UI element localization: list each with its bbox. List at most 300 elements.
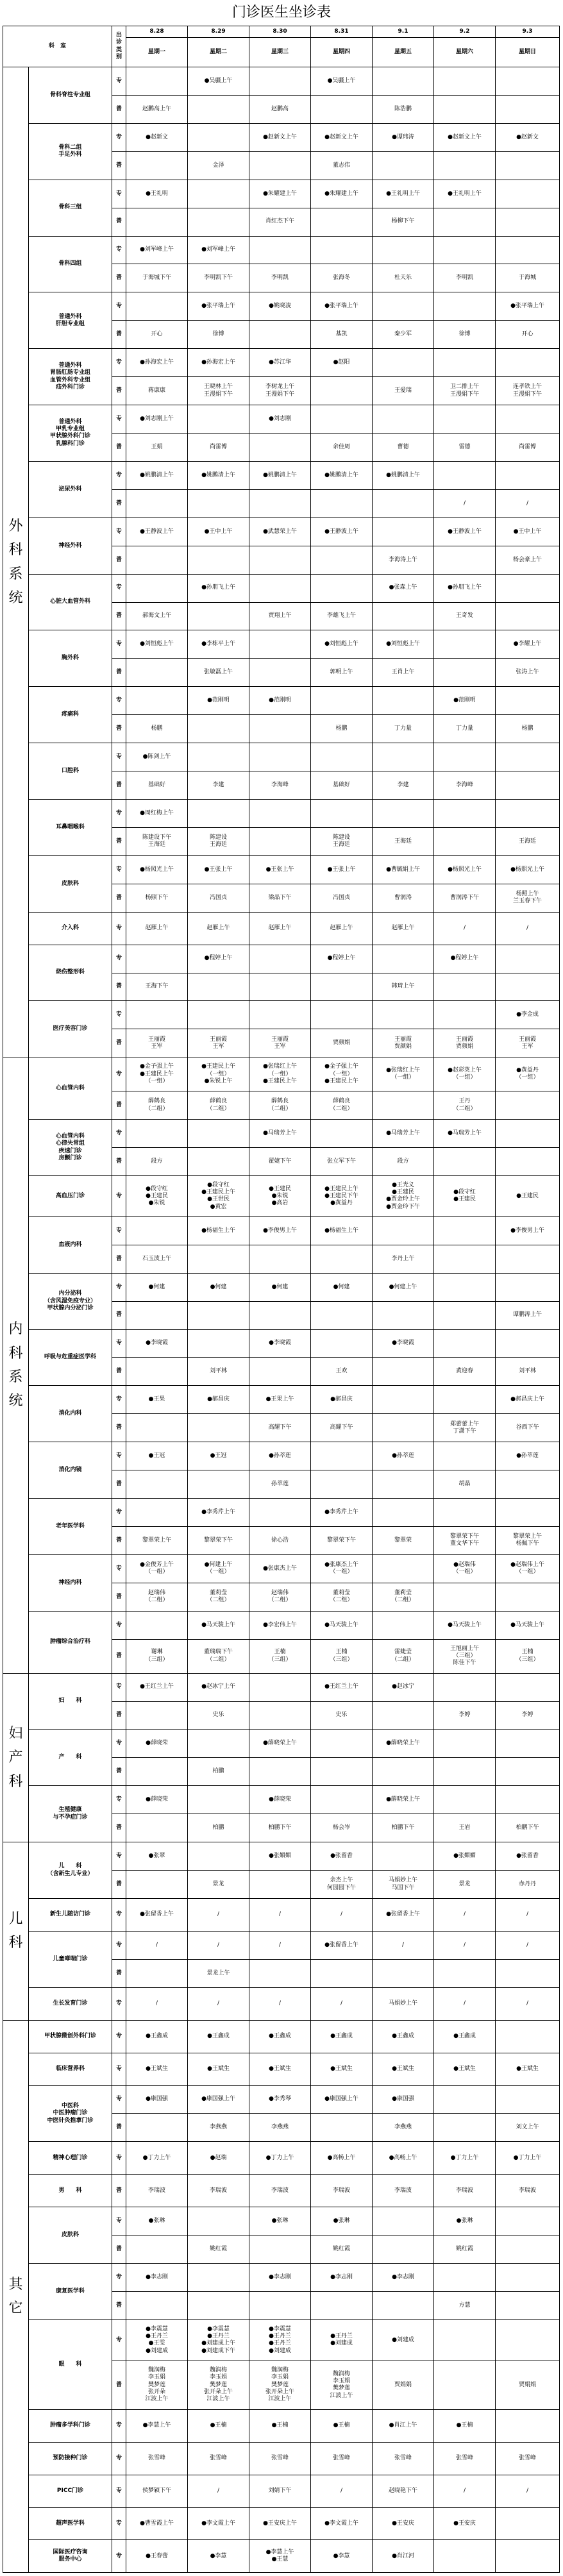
schedule-row xyxy=(3,630,560,659)
schedule-cell xyxy=(496,973,560,1001)
schedule-cell xyxy=(188,1301,249,1329)
schedule-cell xyxy=(126,1871,188,1899)
schedule-cell: 魏润梅 李玉娟 樊梦莲 江波上午 xyxy=(311,2361,373,2409)
schedule-cell xyxy=(434,2264,496,2292)
schedule-row xyxy=(3,1842,560,1871)
department-name: 临床营养科 xyxy=(29,2053,112,2085)
schedule-row xyxy=(3,1786,560,1814)
schedule-cell: ●孙海宏上午 xyxy=(126,349,188,377)
schedule-cell: 尚雷博 xyxy=(496,433,560,461)
schedule-cell: ●王鑫成 xyxy=(188,2020,249,2053)
session-type: 专 xyxy=(112,855,126,884)
schedule-row xyxy=(3,461,560,489)
schedule-cell: 薛鹤良 （二组） xyxy=(249,1091,311,1120)
schedule-cell: ●王斌生 xyxy=(373,2053,434,2085)
department-name: 心血管内科 xyxy=(29,1057,112,1120)
schedule-cell: 薛鹤良 （二组） xyxy=(188,1091,249,1120)
session-type: 普 xyxy=(112,1148,126,1176)
schedule-cell: ●马瑞芳上午 xyxy=(249,1120,311,1148)
schedule-row xyxy=(3,349,560,377)
schedule-cell: 雷德 xyxy=(434,433,496,461)
schedule-cell: ●李宏伟上午 xyxy=(249,1611,311,1639)
schedule-cell xyxy=(496,2291,560,2319)
schedule-cell: ●丁力上午 xyxy=(249,2142,311,2175)
schedule-cell: ●王建民上午 （一组） ●朱锐上午 xyxy=(188,1057,249,1091)
schedule-cell: ●何建 xyxy=(188,1273,249,1301)
schedule-cell: ●康国强上午 xyxy=(311,2085,373,2114)
schedule-cell xyxy=(496,1583,560,1611)
schedule-row xyxy=(3,1554,560,1583)
schedule-cell xyxy=(434,1329,496,1358)
schedule-cell xyxy=(373,518,434,546)
schedule-cell xyxy=(249,1245,311,1273)
session-type: 普 xyxy=(112,1814,126,1842)
department-name: 肿瘤多学科门诊 xyxy=(29,2409,112,2442)
section-label: 外 科 系 统 xyxy=(3,67,29,1057)
schedule-cell xyxy=(311,1329,373,1358)
session-type: 普 xyxy=(112,1091,126,1120)
session-type: 专 xyxy=(112,912,126,945)
schedule-cell: 景龙上午 xyxy=(188,1959,249,1987)
schedule-cell: 王楠 （三组） xyxy=(496,1639,560,1673)
schedule-cell: ●马天骏上午 xyxy=(434,1611,496,1639)
schedule-cell: ●赵阳 xyxy=(311,349,373,377)
schedule-cell xyxy=(373,602,434,630)
schedule-cell xyxy=(311,2291,373,2319)
schedule-row xyxy=(3,2540,560,2573)
schedule-cell xyxy=(249,827,311,855)
session-type: 专 xyxy=(112,1673,126,1701)
schedule-cell: 曹润涛下午 xyxy=(434,884,496,912)
schedule-cell xyxy=(496,2085,560,2114)
schedule-cell: / xyxy=(496,2475,560,2507)
section-label: 内 科 系 统 xyxy=(3,1057,29,1673)
schedule-cell: ●王光义 ●王建民 ●贾金玲上午 ●贾金玲下午 xyxy=(373,1175,434,1216)
schedule-cell: ●王礼明上午 xyxy=(373,180,434,208)
schedule-cell: 李燕燕 xyxy=(373,2114,434,2142)
schedule-cell xyxy=(496,945,560,973)
schedule-cell: ●薛晓荣 xyxy=(126,1786,188,1814)
schedule-cell: 赤丹丹 xyxy=(496,1871,560,1899)
schedule-cell: 肖红杰下午 xyxy=(249,208,311,236)
header-date: 8.28 xyxy=(126,26,188,38)
schedule-cell xyxy=(249,433,311,461)
schedule-cell: ●张瑞红上午 （一组） xyxy=(373,1057,434,1091)
schedule-cell: ●王鑫成 xyxy=(249,2020,311,2053)
schedule-cell: ●金子强上午 （一组） ●王建民上午 xyxy=(311,1057,373,1091)
schedule-cell: 雷婕莹 （二组） xyxy=(373,1639,434,1673)
schedule-cell xyxy=(188,1148,249,1176)
schedule-cell: ●朱耀建上午 xyxy=(249,180,311,208)
session-type: 普 xyxy=(112,884,126,912)
schedule-cell: 李明凯 xyxy=(249,264,311,292)
schedule-cell: 张海冬 xyxy=(311,264,373,292)
schedule-cell: 王丽霞 贾颜娟 xyxy=(434,1029,496,1057)
schedule-cell xyxy=(496,67,560,96)
department-name: 妇 科 xyxy=(29,1673,112,1730)
schedule-cell xyxy=(496,1959,560,1987)
schedule-row xyxy=(3,743,560,771)
schedule-cell: ●李慧上午 ●王慧 xyxy=(249,2540,311,2573)
schedule-cell xyxy=(496,2207,560,2235)
schedule-cell xyxy=(126,1358,188,1386)
department-name: 普通外科 肝胆专业组 xyxy=(29,292,112,349)
department-name: 胸外科 xyxy=(29,630,112,687)
schedule-cell: 李瑞波 xyxy=(188,2175,249,2207)
schedule-cell: / xyxy=(126,1987,188,2020)
schedule-cell: 谷西下午 xyxy=(496,1414,560,1442)
schedule-cell: ●王静波上午 xyxy=(126,518,188,546)
schedule-cell: 李燕燕 xyxy=(249,2114,311,2142)
schedule-cell: / xyxy=(434,912,496,945)
schedule-cell: ●张媚媚 xyxy=(434,1842,496,1871)
schedule-cell: 董莉莹 （二组） xyxy=(373,1583,434,1611)
schedule-row xyxy=(3,1931,560,1959)
schedule-cell: 董莉莹 （二组） xyxy=(188,1583,249,1611)
schedule-cell xyxy=(126,1758,188,1786)
schedule-cell xyxy=(311,1959,373,1987)
schedule-cell: ●王中上午 xyxy=(188,518,249,546)
schedule-cell xyxy=(373,2235,434,2264)
schedule-cell xyxy=(496,1329,560,1358)
schedule-cell xyxy=(188,1120,249,1148)
schedule-cell xyxy=(496,1470,560,1499)
schedule-cell xyxy=(249,151,311,180)
schedule-cell: 柏鹏下午 xyxy=(373,1814,434,1842)
schedule-cell: 陈建设 王海廷 xyxy=(311,827,373,855)
schedule-cell: ●王鑫成 xyxy=(311,2020,373,2053)
schedule-cell: ●程婷上午 xyxy=(434,945,496,973)
schedule-cell: 高耀下午 xyxy=(249,1414,311,1442)
schedule-cell: ●范刚明 xyxy=(434,687,496,715)
schedule-cell: ●姚鹏清上午 xyxy=(188,461,249,489)
schedule-cell xyxy=(496,687,560,715)
schedule-cell xyxy=(249,743,311,771)
schedule-cell: / xyxy=(311,1899,373,1932)
department-name: 预防接种门诊 xyxy=(29,2442,112,2475)
schedule-cell: 马娟妙上午 马国下午 xyxy=(373,1871,434,1899)
schedule-cell xyxy=(434,1499,496,1527)
schedule-cell xyxy=(496,2319,560,2361)
schedule-cell: 杨照下午 xyxy=(126,884,188,912)
schedule-cell: ●郝昌庆上午 xyxy=(496,1386,560,1414)
schedule-cell: ●孙萃莲 xyxy=(249,1442,311,1470)
schedule-cell xyxy=(311,489,373,518)
session-type: 专 xyxy=(112,2142,126,2175)
schedule-cell: 李建 xyxy=(188,771,249,800)
schedule-cell: 杨会豪上午 xyxy=(496,546,560,574)
schedule-cell xyxy=(496,236,560,264)
schedule-cell xyxy=(188,180,249,208)
schedule-cell: ●张留香上午 xyxy=(373,1899,434,1932)
session-type: 专 xyxy=(112,1786,126,1814)
schedule-row xyxy=(3,2020,560,2053)
department-name: 甲状腺微创外科门诊 xyxy=(29,2020,112,2053)
schedule-cell: ●王张上午 xyxy=(188,855,249,884)
schedule-cell xyxy=(311,208,373,236)
schedule-cell: 徐心浩 xyxy=(249,1527,311,1555)
header-weekday: 星期日 xyxy=(496,38,560,67)
header-weekday: 星期一 xyxy=(126,38,188,67)
schedule-cell xyxy=(188,1414,249,1442)
schedule-cell: / xyxy=(434,1931,496,1959)
schedule-cell xyxy=(434,1273,496,1301)
schedule-row xyxy=(3,2142,560,2175)
schedule-cell xyxy=(496,2235,560,2264)
department-name: 泌尿外科 xyxy=(29,461,112,518)
schedule-cell: 魏润梅 李玉娟 樊梦莲 张开朵 江波上午 xyxy=(126,2361,188,2409)
department-name: 眼 科 xyxy=(29,2319,112,2409)
schedule-cell: 李树龙上午 王漫娟下午 xyxy=(249,377,311,405)
header-weekday: 星期五 xyxy=(373,38,434,67)
schedule-cell xyxy=(249,973,311,1001)
header-weekday: 星期四 xyxy=(311,38,373,67)
schedule-cell: ●薛晓荣 xyxy=(249,1786,311,1814)
schedule-cell: ●刘恒彪上午 xyxy=(373,630,434,659)
schedule-cell: 赵鹏高 xyxy=(249,95,311,123)
schedule-row xyxy=(3,1899,560,1932)
schedule-cell: ●段守红 ●王建民 ●朱锐 xyxy=(126,1175,188,1216)
schedule-cell xyxy=(126,1499,188,1527)
schedule-cell: ●杨福生上午 xyxy=(311,1216,373,1245)
schedule-cell: 尚雷博 xyxy=(188,433,249,461)
session-type: 专 xyxy=(112,180,126,208)
schedule-cell: ●张琳 xyxy=(249,2207,311,2235)
schedule-cell: ●张平瑞上午 xyxy=(496,292,560,321)
schedule-cell: 曹润涛 xyxy=(373,884,434,912)
schedule-cell: ●张琳 xyxy=(434,2207,496,2235)
schedule-cell xyxy=(373,1554,434,1583)
schedule-cell xyxy=(373,67,434,96)
schedule-cell: 王海廷 xyxy=(373,827,434,855)
schedule-cell xyxy=(434,349,496,377)
schedule-cell: 郑蕾蕾上午 丁潇下午 xyxy=(434,1414,496,1442)
schedule-cell: ●孙萃莲 xyxy=(496,1442,560,1470)
schedule-cell xyxy=(373,1499,434,1527)
schedule-cell: 开心 xyxy=(496,321,560,349)
schedule-cell: 徐博 xyxy=(188,321,249,349)
schedule-cell: ●张平瑞上午 xyxy=(311,292,373,321)
schedule-cell xyxy=(188,1470,249,1499)
schedule-cell: ●杨照光上午 xyxy=(434,855,496,884)
schedule-cell: ●李慧上午 xyxy=(126,2409,188,2442)
schedule-row xyxy=(3,1987,560,2020)
schedule-row xyxy=(3,292,560,321)
schedule-row xyxy=(3,2175,560,2207)
schedule-cell: ●张翠 xyxy=(126,1842,188,1871)
schedule-cell xyxy=(249,630,311,659)
schedule-cell: 金泽 xyxy=(188,151,249,180)
session-type: 专 xyxy=(112,2264,126,2292)
schedule-cell xyxy=(434,151,496,180)
schedule-cell xyxy=(434,1386,496,1414)
schedule-cell: ●姚鹏清上午 xyxy=(311,461,373,489)
schedule-cell: 余佳周 xyxy=(311,433,373,461)
schedule-cell: ●赵冰宁上午 xyxy=(188,1673,249,1701)
schedule-cell: 郭明上午 xyxy=(311,659,373,687)
schedule-cell xyxy=(311,799,373,827)
schedule-cell: / xyxy=(434,2475,496,2507)
schedule-row xyxy=(3,1329,560,1358)
schedule-cell xyxy=(311,236,373,264)
session-type: 普 xyxy=(112,1245,126,1273)
schedule-cell: 黄迎春 xyxy=(434,1358,496,1386)
schedule-cell xyxy=(249,1959,311,1987)
schedule-cell: ●李耀上午 xyxy=(496,630,560,659)
schedule-cell xyxy=(434,1148,496,1176)
session-type: 普 xyxy=(112,973,126,1001)
schedule-cell: 陈浩鹏 xyxy=(373,95,434,123)
schedule-cell: ●康国强 xyxy=(373,2085,434,2114)
department-name: 老年医学科 xyxy=(29,1499,112,1555)
schedule-cell: ●王安庆 xyxy=(434,2507,496,2540)
schedule-cell: ●李秀芹上午 xyxy=(188,1499,249,1527)
schedule-cell: ●王斌生 xyxy=(311,2053,373,2085)
schedule-cell: 张雪峰 xyxy=(126,2442,188,2475)
schedule-cell: ●马天骏上午 xyxy=(188,1611,249,1639)
schedule-cell xyxy=(188,489,249,518)
schedule-cell: / xyxy=(249,1931,311,1959)
schedule-cell xyxy=(434,208,496,236)
schedule-cell: ●王张上午 xyxy=(311,855,373,884)
schedule-cell xyxy=(249,1358,311,1386)
schedule-cell xyxy=(496,1091,560,1120)
session-type: 专 xyxy=(112,945,126,973)
schedule-cell xyxy=(188,1786,249,1814)
schedule-cell: 黎翠荣上午 杨佩下午 xyxy=(496,1527,560,1555)
schedule-cell xyxy=(496,208,560,236)
schedule-cell: 王娟 xyxy=(126,433,188,461)
schedule-cell xyxy=(434,546,496,574)
session-type: 专 xyxy=(112,2319,126,2361)
session-type: 专 xyxy=(112,123,126,151)
schedule-cell: 赵雁上午 xyxy=(126,912,188,945)
schedule-cell: 王晓林上午 王漫娟下午 xyxy=(188,377,249,405)
schedule-cell xyxy=(126,292,188,321)
schedule-cell xyxy=(126,208,188,236)
session-type: 专 xyxy=(112,799,126,827)
schedule-cell: ●程婷上午 xyxy=(311,945,373,973)
session-type: 普 xyxy=(112,1470,126,1499)
schedule-cell xyxy=(496,405,560,434)
schedule-cell: ●李志刚 xyxy=(373,2264,434,2292)
schedule-cell: ●李震慧 ●王丹兰 ●王雯 ●刘建成 xyxy=(126,2319,188,2361)
schedule-cell: 柏鹏 xyxy=(188,1758,249,1786)
schedule-cell: ●王果上午 xyxy=(249,1386,311,1414)
schedule-cell: ●王斌生 xyxy=(496,2053,560,2085)
schedule-cell: / xyxy=(249,1987,311,2020)
department-name: 新生儿随访门诊 xyxy=(29,1899,112,1932)
schedule-cell: ●高畅上午 xyxy=(311,2142,373,2175)
schedule-cell: 张雪峰 xyxy=(188,2442,249,2475)
schedule-cell: ●李震慧 ●王丹兰 ●王丹兰 ●刘建成 xyxy=(249,2319,311,2361)
session-type: 普 xyxy=(112,95,126,123)
schedule-cell: 贾颜娟 xyxy=(311,1029,373,1057)
session-type: 普 xyxy=(112,1029,126,1057)
schedule-cell xyxy=(434,827,496,855)
schedule-cell: 胡晶 xyxy=(434,1470,496,1499)
schedule-cell: ●王冠 xyxy=(188,1442,249,1470)
header-date: 8.29 xyxy=(188,26,249,38)
schedule-cell xyxy=(126,67,188,96)
schedule-cell xyxy=(126,2291,188,2319)
schedule-cell: 李丹上午 xyxy=(373,1245,434,1273)
schedule-cell: ●郝昌庆 xyxy=(188,1386,249,1414)
session-type: 普 xyxy=(112,2235,126,2264)
schedule-row xyxy=(3,912,560,945)
schedule-cell: 刘平林 xyxy=(188,1358,249,1386)
schedule-cell: 李建 xyxy=(373,771,434,800)
schedule-cell xyxy=(249,2291,311,2319)
session-type: 专 xyxy=(112,2409,126,2442)
session-type: 普 xyxy=(112,1871,126,1899)
schedule-cell xyxy=(496,1730,560,1758)
session-type: 专 xyxy=(112,1842,126,1871)
session-type: 专 xyxy=(112,292,126,321)
schedule-cell: 张立军下午 xyxy=(311,1148,373,1176)
schedule-cell xyxy=(373,1091,434,1120)
schedule-cell xyxy=(434,1758,496,1786)
schedule-cell xyxy=(311,1758,373,1786)
schedule-cell xyxy=(496,2540,560,2573)
schedule-cell: ●何建 xyxy=(126,1273,188,1301)
schedule-cell: ●王静波上午 xyxy=(434,518,496,546)
schedule-row xyxy=(3,2319,560,2361)
schedule-cell: 魏润梅 李玉娟 樊梦莲 张开朵上午 江波上午 xyxy=(249,2361,311,2409)
department-name: 骨科四组 xyxy=(29,236,112,292)
session-type: 专 xyxy=(112,2207,126,2235)
schedule-cell: ●李栋平上午 xyxy=(188,630,249,659)
schedule-cell xyxy=(496,2264,560,2292)
schedule-cell: ●孙朋飞上午 xyxy=(434,574,496,602)
schedule-cell: ●张森上午 xyxy=(373,574,434,602)
schedule-cell: 冯国贞 xyxy=(188,884,249,912)
header-weekday: 星期三 xyxy=(249,38,311,67)
schedule-cell xyxy=(496,799,560,827)
schedule-row xyxy=(3,1499,560,1527)
schedule-cell: ●薛晓荣上午 xyxy=(249,1730,311,1758)
schedule-cell: ●王楠 xyxy=(434,2409,496,2442)
session-type: 专 xyxy=(112,630,126,659)
schedule-cell: 黎翠荣下午 xyxy=(311,1527,373,1555)
schedule-cell xyxy=(373,687,434,715)
schedule-cell: ●杨照光上午 xyxy=(496,855,560,884)
schedule-cell: ●吴疆上午 xyxy=(311,67,373,96)
schedule-cell: / xyxy=(434,1987,496,2020)
schedule-cell xyxy=(311,687,373,715)
schedule-row xyxy=(3,1057,560,1091)
schedule-cell: 柏鹏 xyxy=(188,1814,249,1842)
schedule-cell: ●黄益丹 （一组） xyxy=(496,1057,560,1091)
schedule-cell: 王奇发 xyxy=(434,602,496,630)
schedule-cell: ●王红兰上午 xyxy=(126,1673,188,1701)
schedule-cell: 李瑞波 xyxy=(249,2175,311,2207)
schedule-cell xyxy=(373,236,434,264)
schedule-cell: ●薛晓荣上午 xyxy=(373,1730,434,1758)
session-type: 普 xyxy=(112,151,126,180)
schedule-cell: / xyxy=(434,489,496,518)
session-type: 专 xyxy=(112,1329,126,1358)
schedule-cell xyxy=(434,236,496,264)
schedule-cell: ●王鑫成 xyxy=(126,2020,188,2053)
schedule-cell: 董瑞瑞下午 （二组） xyxy=(188,1639,249,1673)
schedule-row xyxy=(3,1442,560,1470)
schedule-cell xyxy=(249,1871,311,1899)
schedule-cell xyxy=(311,973,373,1001)
schedule-cell xyxy=(373,1001,434,1029)
schedule-cell xyxy=(496,771,560,800)
schedule-cell xyxy=(126,1001,188,1029)
